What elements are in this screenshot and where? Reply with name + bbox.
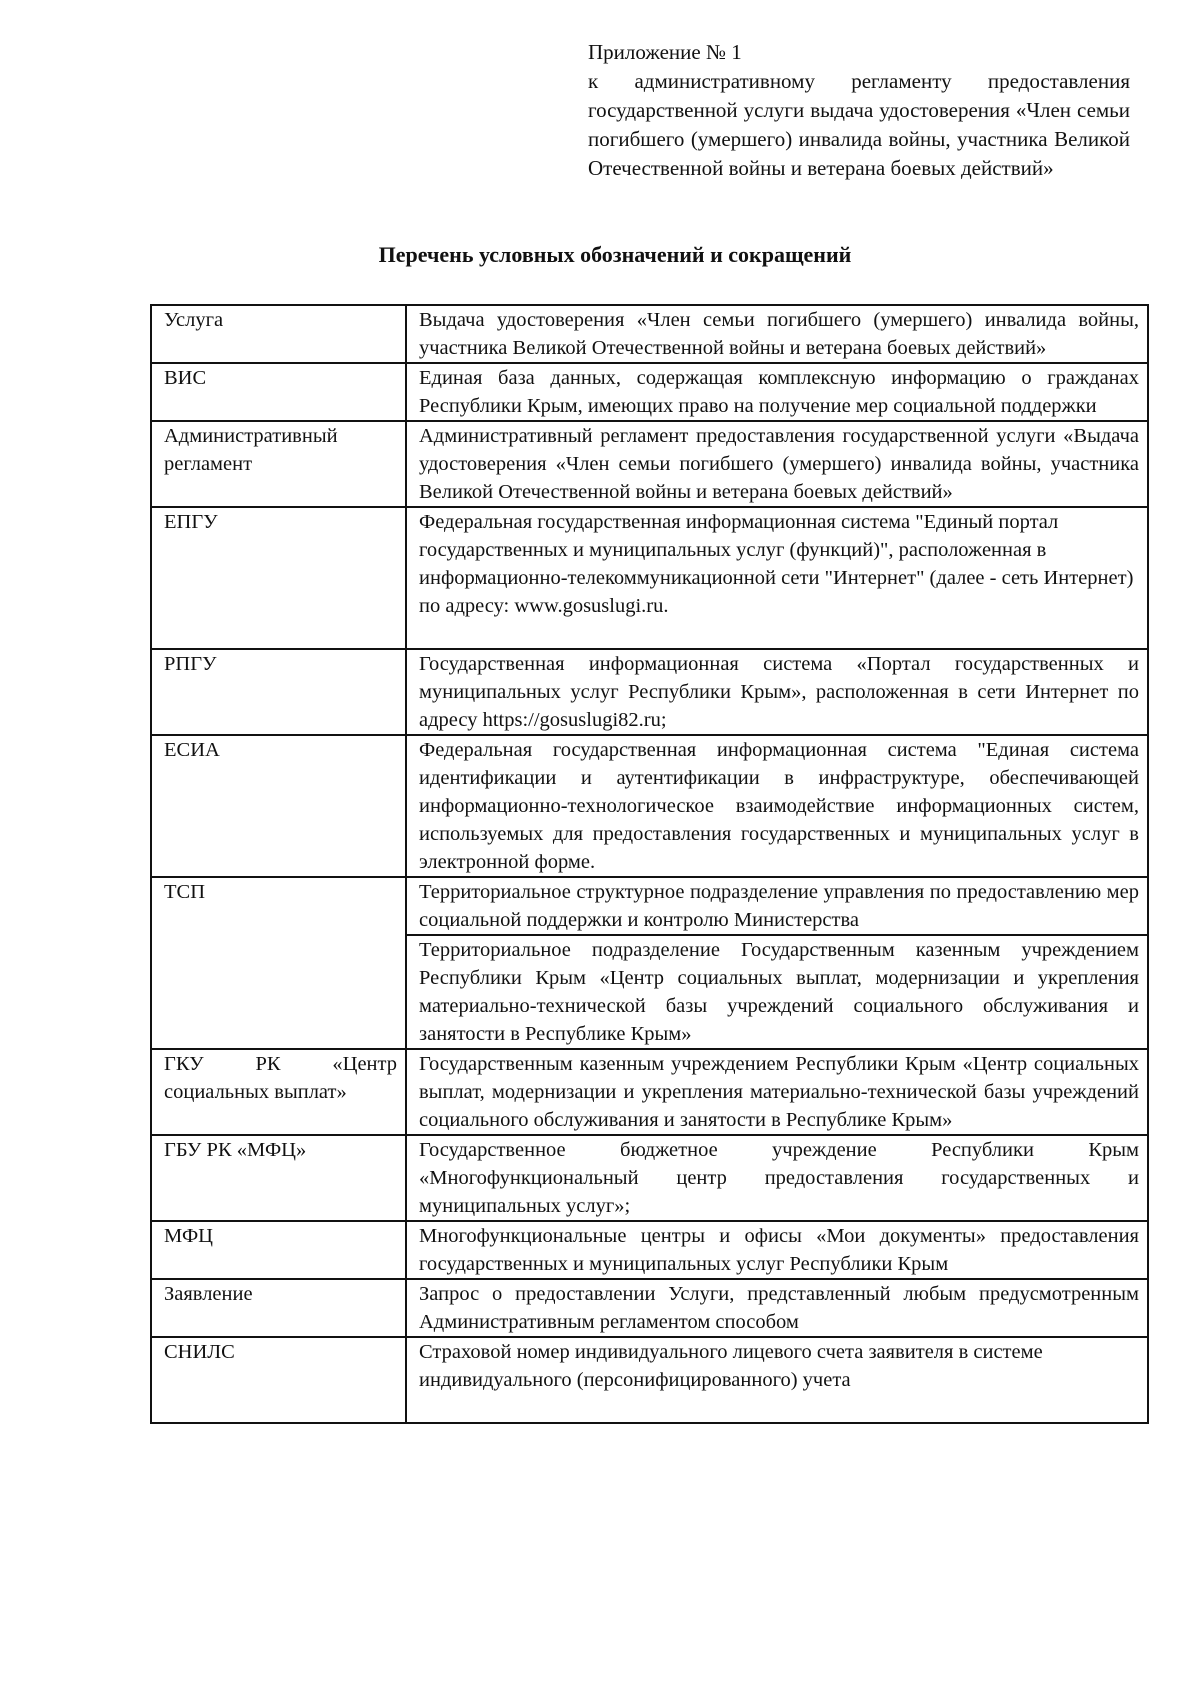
definition-cell: Запрос о предоставлении Услуги, представленный любым предусмотренным Административным регламентом способом [406,1279,1148,1337]
definition-cell: Государственное бюджетное учреждение Республики Крым «Многофункциональный центр предоставления государственных и муниципальных услуг»; [406,1135,1148,1221]
definition-cell: Единая база данных, содержащая комплексную информацию о гражданах Республики Крым, имеющих право на получение мер социальной поддержки [406,363,1148,421]
definition-cell: Федеральная государственная информационная система "Единая система идентификации и аутентификации в инфраструктуре, обеспечивающей информационно-технологическое взаимодействие информационных систем, используемых для предоставления государственных и муниципальных услуг в электронной форме. [406,735,1148,877]
table-row [151,1221,1148,1279]
term-cell: СНИЛС [151,1337,406,1423]
definition-cell: Государственная информационная система «Портал государственных и муниципальных услуг Республики Крым», расположенная в сети Интернет по адресу https://gosuslugi82.ru; [406,649,1148,735]
term-cell: ЕПГУ [151,507,406,649]
term-cell: ВИС [151,363,406,421]
table-row [151,649,1148,735]
table-row [151,507,1148,649]
term-cell: ТСП [151,877,406,1049]
table-row [151,421,1148,507]
term-cell: Административный регламент [151,421,406,507]
definition-cell: Территориальное подразделение Государственным казенным учреждением Республики Крым «Центр социальных выплат, модернизации и укрепления материально-технической базы учреждений социального обслуживания и занятости в Республике Крым» [406,935,1148,1049]
table-row [151,363,1148,421]
term-cell: РПГУ [151,649,406,735]
table-row [151,1135,1148,1221]
document-title: Перечень условных обозначений и сокращений [378,242,852,267]
definition-cell: Федеральная государственная информационная система "Единый портал государственных и муниципальных услуг (функций)", расположенная в информационно-телекоммуникационной сети "Интернет" (далее - сеть Интернет) по адресу: www.gosuslugi.ru. [406,507,1148,649]
term-cell: Услуга [151,305,406,363]
definition-cell: Выдача удостоверения «Член семьи погибшего (умершего) инвалида войны, участника Великой Отечественной войны и ветерана боевых действий» [406,305,1148,363]
table-row [151,305,1148,363]
table-row [151,735,1148,877]
annex-text: к административному регламенту предоставления государственной услуги выдача удостоверения «Член семьи погибшего (умершего) инвалида войны, участника Великой Отечественной войны и ветерана боевых действий» [588,69,1130,180]
table-row [151,1049,1148,1135]
term-cell: ЕСИА [151,735,406,877]
definition-cell: Многофункциональные центры и офисы «Мои документы» предоставления государственных и муниципальных услуг Республики Крым [406,1221,1148,1279]
annex-number: Приложение № 1 [588,40,742,64]
abbreviations-table [150,304,1149,1424]
term-cell: МФЦ [151,1221,406,1279]
definition-cell: Административный регламент предоставления государственной услуги «Выдача удостоверения «Член семьи погибшего (умершего) инвалида войны, участника Великой Отечественной войны и ветерана боевых действий» [406,421,1148,507]
definition-cell: Государственным казенным учреждением Республики Крым «Центр социальных выплат, модернизации и укрепления материально-технической базы учреждений социального обслуживания и занятости в Республике Крым» [406,1049,1148,1135]
term-cell: ГБУ РК «МФЦ» [151,1135,406,1221]
table-row [151,877,1148,935]
term-cell: Заявление [151,1279,406,1337]
table-row [151,1337,1148,1423]
annex-header [588,38,1130,183]
definition-cell: Страховой номер индивидуального лицевого счета заявителя в системе индивидуального (персонифицированного) учета [406,1337,1148,1423]
definition-cell: Территориальное структурное подразделение управления по предоставлению мер социальной поддержки и контролю Министерства [406,877,1148,935]
term-cell: ГКУ РК «Центр социальных выплат» [151,1049,406,1135]
table-row [151,1279,1148,1337]
